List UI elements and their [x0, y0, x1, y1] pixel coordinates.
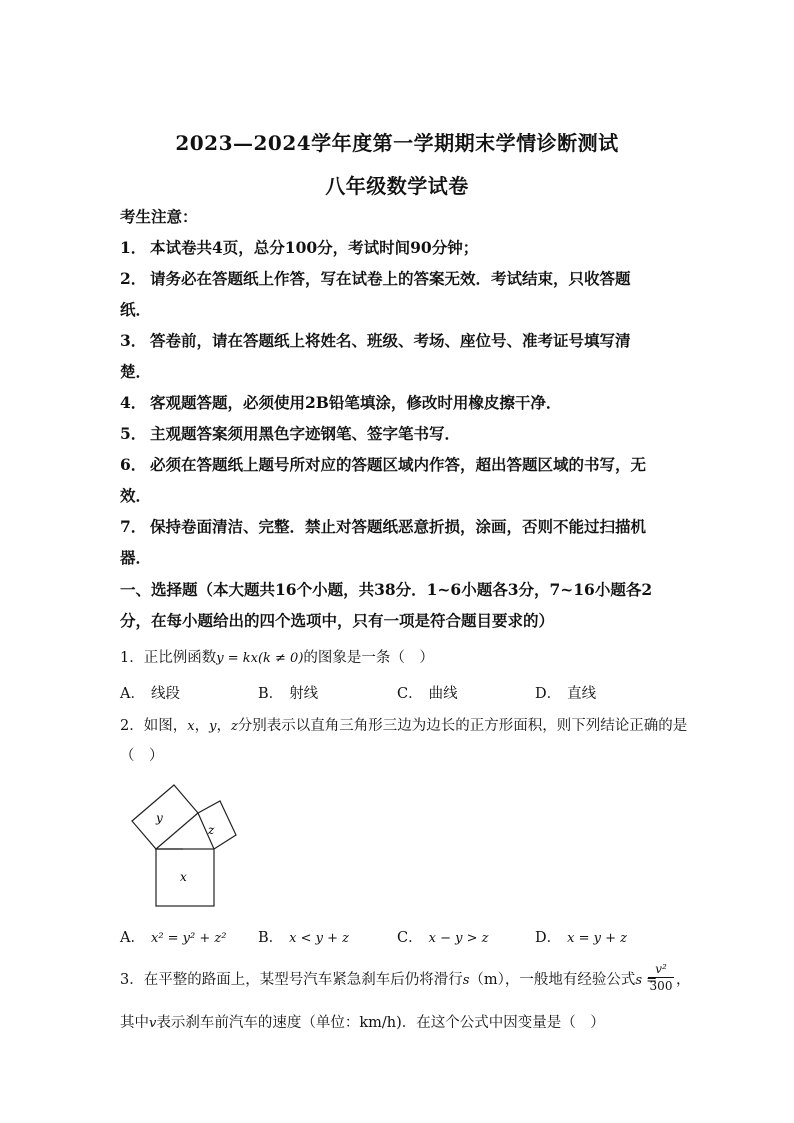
section-heading-line-2: 分，在每小题给出的四个选项中，只有一项是符合题目要求的） [120, 611, 555, 630]
option-label: B． [258, 930, 284, 946]
q3-text-a: 3．在平整的路面上，某型号汽车紧急刹车后仍将滑行 [120, 972, 463, 988]
q2-text-a: 2．如图， [120, 718, 188, 734]
option-text: x² = y² + z² [150, 931, 227, 946]
notice-item-text: 本试卷共4页，总分100分，考试时间90分钟； [150, 238, 479, 257]
notice-item-num: 1． [120, 238, 147, 257]
q1-option-a[interactable] [120, 684, 180, 704]
option-text: x − y > z [428, 931, 489, 946]
q3-var-s: s [462, 973, 470, 988]
notice-item-2-cont: 纸． [120, 300, 152, 319]
q2-sep: ， [216, 718, 231, 734]
question-3-cont [120, 1013, 680, 1034]
q2-figure [125, 782, 245, 912]
q1-option-d[interactable] [535, 684, 596, 704]
notice-item-text: 请务必在答题纸上作答，写在试卷上的答案无效．考试结束，只收答题 [150, 269, 631, 288]
q3-text-b: （m），一般地有经验公式 [469, 972, 636, 988]
q3-fraction-denominator: 300 [649, 979, 673, 993]
square-z-shape [198, 801, 236, 849]
notice-item-2 [120, 269, 680, 289]
q1-prefix: 1．正比例函数 [120, 650, 217, 666]
option-label: A． [120, 686, 145, 702]
notice-item-num: 2． [120, 269, 147, 288]
notice-item-text: 保持卷面清洁、完整．禁止对答题纸恶意折损，涂画，否则不能过扫描机 [150, 517, 647, 536]
notice-item-1 [120, 238, 680, 258]
question-2 [120, 716, 688, 737]
q2-option-c[interactable] [397, 928, 488, 949]
q2-var-y: y [209, 719, 217, 734]
exam-subtitle: 八年级数学试卷 [325, 174, 469, 198]
notice-item-3-cont: 楚． [120, 362, 152, 381]
notice-item-6-cont: 效． [120, 486, 152, 505]
question-2-cont: （ ） [120, 748, 164, 764]
option-label: C． [397, 686, 423, 702]
question-3 [120, 970, 658, 991]
notice-item-3 [120, 331, 680, 351]
notice-item-num: 4． [120, 393, 147, 412]
square-y-shape [132, 785, 198, 849]
notice-item-5 [120, 424, 680, 444]
notice-item-4 [120, 393, 680, 413]
q1-option-b[interactable] [258, 684, 318, 704]
notice-item-num: 3． [120, 331, 147, 350]
q1-option-c[interactable] [397, 684, 458, 704]
question-1 [120, 648, 680, 669]
notice-item-num: 6． [120, 455, 147, 474]
notice-item-num: 5． [120, 424, 147, 443]
q2-sep: ， [194, 718, 210, 734]
q2-var-x: x [187, 719, 195, 734]
q1-formula: y = kx(k ≠ 0) [216, 651, 304, 666]
q3-fraction [648, 961, 674, 994]
q2-text-b: 分别表示以直角三角形三边为边长的正方形面积，则下列结论正确的是 [237, 718, 688, 734]
notice-item-6 [120, 455, 680, 475]
q3-comma: ， [676, 972, 691, 988]
notice-item-text: 客观题答题，必须使用2B铅笔填涂，修改时用橡皮擦干净． [150, 393, 562, 412]
q3-var-v: v [149, 1016, 157, 1031]
notice-item-text: 答卷前，请在答题纸上将姓名、班级、考场、座位号、准考证号填写清 [150, 331, 631, 350]
option-text: 直线 [567, 686, 597, 702]
figure-label-x: x [180, 870, 187, 884]
notice-item-text: 主观题答案须用黑色字迹钢笔、签字笔书写． [150, 424, 461, 443]
q3-fraction-numerator: v² [648, 961, 674, 978]
q1-suffix: 的图象是一条（ ） [303, 650, 434, 666]
notice-item-text: 必须在答题纸上题号所对应的答题区域内作答，超出答题区域的书写，无 [150, 455, 647, 474]
option-text: x = y + z [567, 931, 627, 946]
figure-label-y: y [156, 811, 163, 825]
q3-text-c: 其中 [120, 1015, 149, 1031]
option-label: C． [397, 930, 423, 946]
q2-var-z: z [230, 719, 238, 734]
exam-title: 2023—2024学年度第一学期期末学情诊断测试 [175, 131, 619, 155]
notice-item-7 [120, 517, 680, 537]
option-label: A． [120, 930, 145, 946]
figure-label-z: z [208, 823, 215, 837]
q2-option-b[interactable] [258, 928, 349, 949]
q3-formula-lhs: s = [635, 973, 658, 988]
notice-item-7-cont: 器． [120, 548, 152, 567]
option-text: 曲线 [428, 686, 458, 702]
q2-option-a[interactable] [120, 928, 226, 949]
q2-option-d[interactable] [535, 928, 627, 949]
notice-item-num: 7． [120, 517, 147, 536]
option-text: 线段 [150, 686, 180, 702]
option-text: 射线 [289, 686, 319, 702]
option-text: x < y + z [289, 931, 349, 946]
notice-heading: 考生注意： [120, 207, 198, 226]
option-label: B． [258, 686, 284, 702]
q3-text-d: 表示刹车前汽车的速度（单位：km/h)．在这个公式中因变量是（ ） [156, 1015, 605, 1031]
option-label: D． [535, 930, 562, 946]
option-label: D． [535, 686, 562, 702]
section-heading-line-1: 一、选择题（本大题共16个小题，共38分．1~6小题各3分，7~16小题各2 [120, 580, 653, 599]
